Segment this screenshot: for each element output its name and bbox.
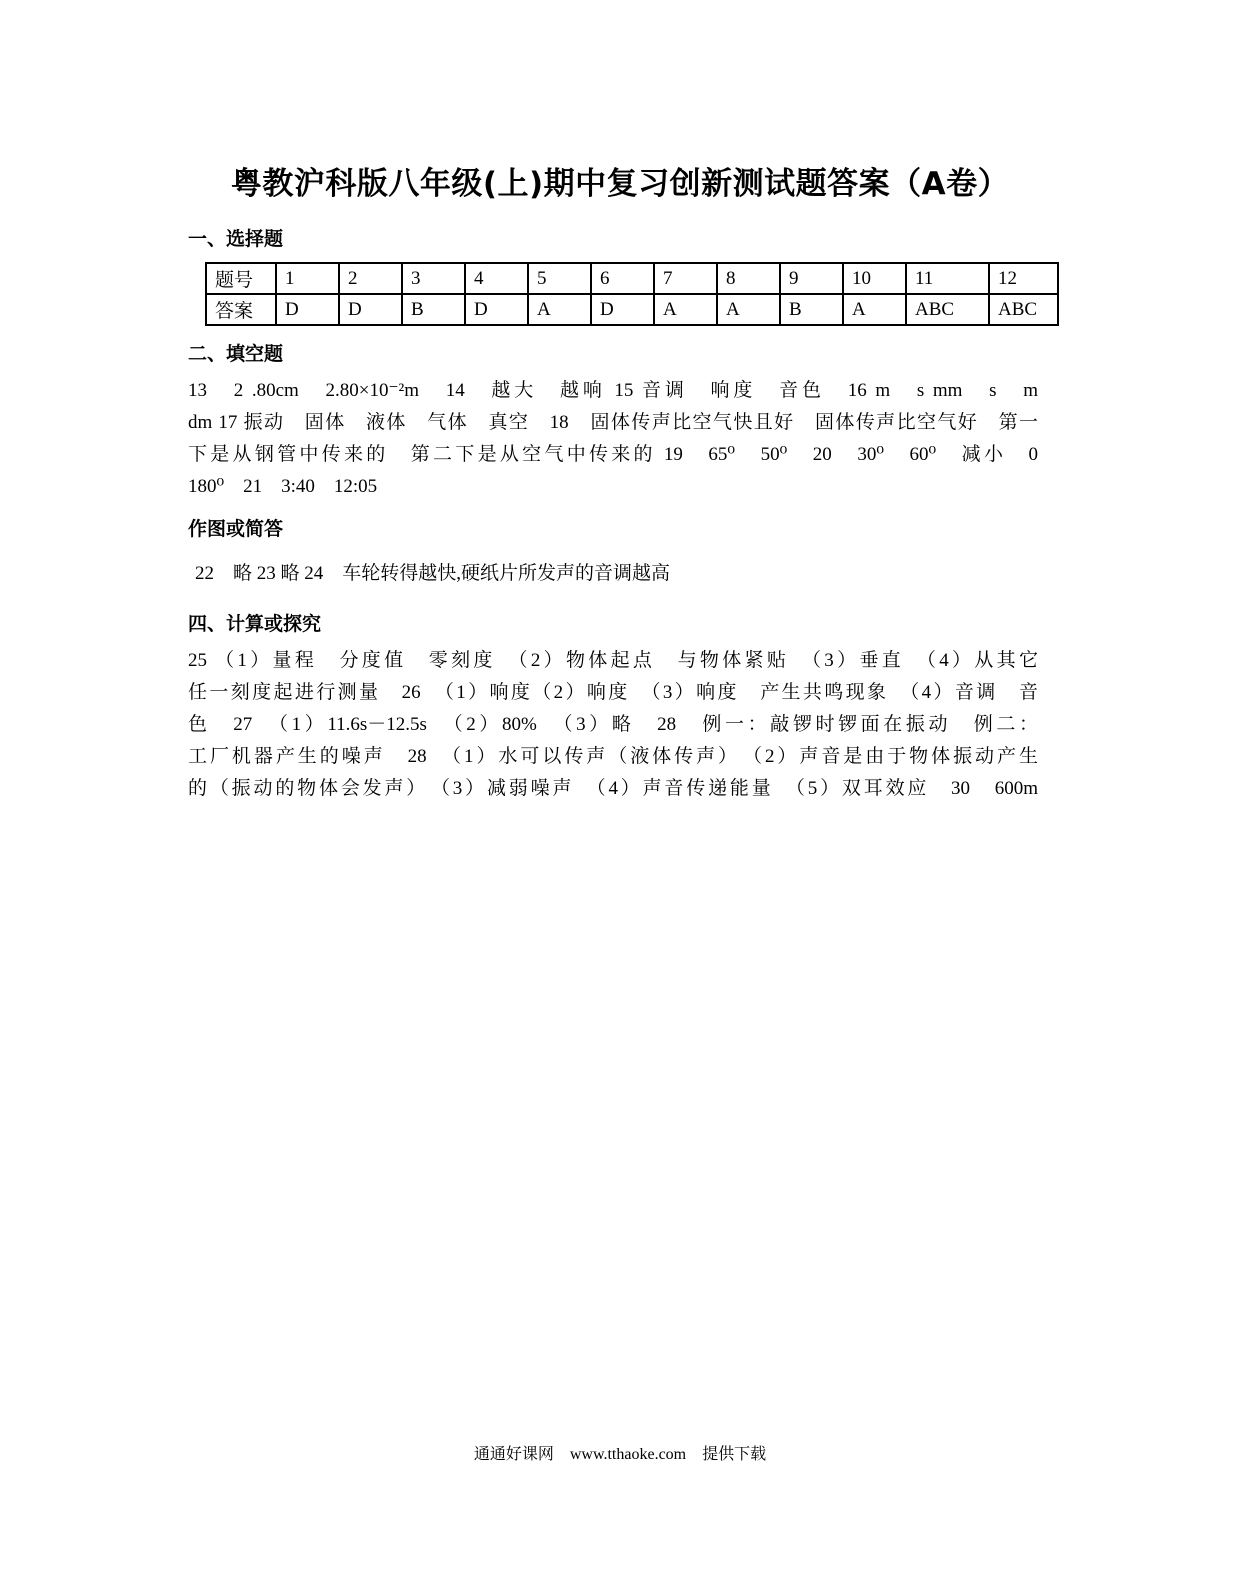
text-line: 的（振动的物体会发声） （3）减弱噪声 （4）声音传递能量 （5）双耳效应 30 600m [188, 778, 1038, 799]
table-cell: 2 [339, 263, 402, 294]
table-cell: D [339, 294, 402, 325]
section-heading-calc: 四、计算或探究 [188, 613, 322, 635]
table-cell: 7 [654, 263, 717, 294]
section-heading-fill: 二、填空题 [188, 343, 284, 365]
table-cell: A [654, 294, 717, 325]
text-line: 22 略 23 略 24 车轮转得越快,硬纸片所发声的音调越高 [195, 563, 671, 584]
row-header-answer: 答案 [206, 294, 276, 325]
table-cell: 3 [402, 263, 465, 294]
text-line: 25 （1）量程 分度值 零刻度 （2）物体起点 与物体紧贴 （3）垂直 （4）从其它 [188, 650, 1038, 671]
table-cell: 8 [717, 263, 780, 294]
table-cell: ABC [906, 294, 989, 325]
table-cell: D [465, 294, 528, 325]
table-row-numbers [206, 263, 1058, 294]
table-cell: D [276, 294, 339, 325]
page-footer: 通通好课网 www.tthaoke.com 提供下载 [473, 1446, 767, 1463]
table-cell: 10 [843, 263, 906, 294]
table-cell: 6 [591, 263, 654, 294]
table-cell: 12 [989, 263, 1058, 294]
text-line: 下是从钢管中传来的 第二下是从空气中传来的 19 65⁰ 50⁰ 20 30⁰ 60⁰ 减小 0 [188, 444, 1038, 465]
table-cell: ABC [989, 294, 1058, 325]
fill-answers [188, 375, 1038, 503]
row-header-number: 题号 [206, 263, 276, 294]
table-cell: 5 [528, 263, 591, 294]
document-title: 粤教沪科版八年级(上)期中复习创新测试题答案（A卷） [230, 166, 1010, 202]
table-cell: 4 [465, 263, 528, 294]
answer-table [205, 262, 1059, 326]
text-line: 13 2 .80cm 2.80×10⁻²m 14 越大 越响 15 音调 响度 音色 16 m s mm s m [188, 380, 1038, 401]
table-row-answers [206, 294, 1058, 325]
table-cell: B [780, 294, 843, 325]
text-line: 色 27 （1）11.6s－12.5s （2）80% （3）略 28 例一：敲锣时锣面在振动 例二： [188, 714, 1038, 735]
text-line: dm 17 振动 固体 液体 气体 真空 18 固体传声比空气快且好 固体传声比空气好 第一 [188, 412, 1038, 433]
table-cell: D [591, 294, 654, 325]
text-line: 180⁰ 21 3:40 12:05 [188, 476, 378, 497]
table-cell: A [843, 294, 906, 325]
table-cell: 9 [780, 263, 843, 294]
draw-answers [195, 558, 1045, 590]
text-line: 任一刻度起进行测量 26 （1）响度（2）响度 （3）响度 产生共鸣现象 （4）音调 音 [188, 682, 1038, 703]
section-heading-draw: 作图或简答 [188, 518, 284, 540]
table-cell: A [528, 294, 591, 325]
table-cell: A [717, 294, 780, 325]
section-heading-choice: 一、选择题 [188, 228, 284, 250]
table-cell: 11 [906, 263, 989, 294]
table-cell: 1 [276, 263, 339, 294]
table-cell: B [402, 294, 465, 325]
calc-answers [188, 645, 1038, 805]
text-line: 工厂机器产生的噪声 28 （1）水可以传声（液体传声） （2）声音是由于物体振动产生 [188, 746, 1038, 767]
